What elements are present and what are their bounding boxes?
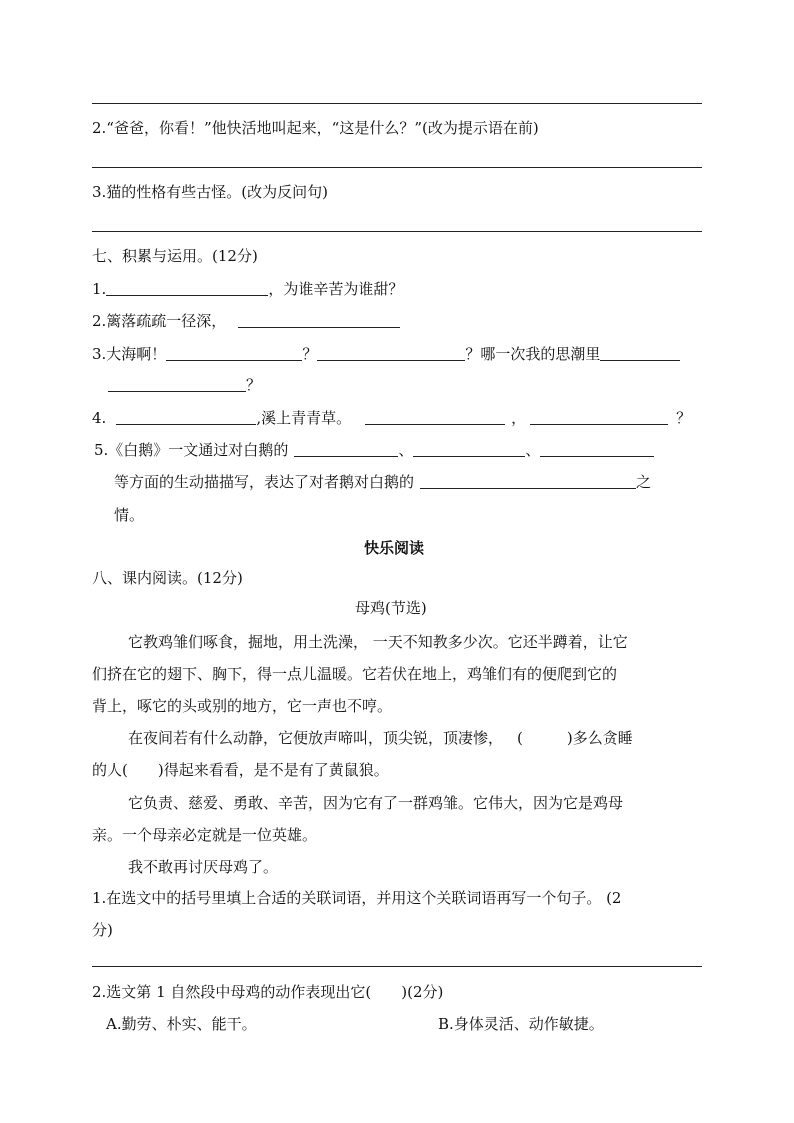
fill-blank[interactable] bbox=[365, 410, 505, 425]
q7-item1-num: 1. bbox=[92, 280, 107, 298]
q8-question2-text: 2.选文第 1 自然段中母鸡的动作表现出它 bbox=[92, 983, 366, 1001]
answer-paren[interactable]: ( ) bbox=[122, 761, 164, 779]
q7-item5-sep2: 、 bbox=[525, 441, 541, 459]
q7-item5-line1 bbox=[94, 440, 654, 460]
q7-item1 bbox=[92, 279, 403, 299]
passage-line: 它负责、慈爱、勇敢、辛苦，因为它有了一群鸡雏。它伟大，因为它是鸡母 bbox=[128, 794, 624, 812]
q7-heading: 七、积累与运用。(12分) bbox=[92, 247, 258, 265]
fill-blank[interactable] bbox=[540, 442, 654, 457]
section-title: 快乐阅读 bbox=[364, 539, 425, 557]
fill-blank[interactable] bbox=[294, 442, 398, 457]
fill-blank[interactable] bbox=[317, 346, 465, 361]
passage-line: 亲。一个母亲必定就是一位英雄。 bbox=[92, 826, 318, 844]
fill-blank[interactable] bbox=[600, 346, 680, 361]
answer-line bbox=[92, 103, 702, 104]
q7-item3-q2: ？ bbox=[246, 376, 262, 394]
q7-item5-start: 5.《白鹅》一文通过对白鹅的 bbox=[94, 441, 289, 459]
q8-heading: 八、课内阅读。(12分) bbox=[92, 569, 243, 587]
answer-line bbox=[92, 966, 702, 967]
passage-line: 我不敢再讨厌母鸡了。 bbox=[128, 858, 279, 876]
passage-line bbox=[92, 760, 389, 780]
q7-item3-mid: ？哪一次我的思潮里 bbox=[465, 345, 601, 363]
q7-item3-start: 3.大海啊！ bbox=[92, 345, 167, 363]
passage-line: 背上，啄它的头或别的地方，它一声也不哼。 bbox=[92, 697, 393, 715]
passage-text: 得起来看看，是不是有了黄鼠狼。 bbox=[163, 761, 389, 779]
q7-item5-zhi: 之 bbox=[636, 473, 652, 491]
q7-item4-q: ？ bbox=[676, 409, 692, 427]
fill-blank[interactable] bbox=[166, 346, 302, 361]
option-b[interactable]: B.身体灵活、动作敏捷。 bbox=[438, 1015, 604, 1033]
fill-blank[interactable] bbox=[420, 474, 636, 489]
passage-text: 的人 bbox=[92, 761, 123, 779]
fill-blank[interactable] bbox=[530, 410, 668, 425]
passage-text: 在夜间若有什么动静，它便放声啼叫，顶尖锐，顶凄惨， bbox=[128, 729, 504, 747]
q7-item2-text: 2.篱落疏疏一径深， bbox=[92, 312, 227, 330]
answer-paren[interactable]: ( ) bbox=[517, 729, 573, 747]
q8-question2 bbox=[92, 982, 443, 1002]
fill-blank[interactable] bbox=[413, 442, 525, 457]
fill-blank[interactable] bbox=[106, 281, 268, 296]
q7-item5-line2-text: 等方面的生动描描写，表达了对者鹅对白鹅的 bbox=[114, 473, 415, 491]
q6-item3: 3.猫的性格有些古怪。(改为反问句) bbox=[92, 183, 329, 201]
answer-line bbox=[92, 231, 702, 232]
passage-text: 多么贪睡 bbox=[572, 729, 633, 747]
passage-line bbox=[128, 728, 633, 748]
q7-item3-q1: ？ bbox=[302, 345, 318, 363]
fill-blank[interactable] bbox=[108, 377, 246, 392]
q7-item4-mid: ,溪上青青草。 bbox=[256, 409, 352, 427]
q7-item4-num: 4. bbox=[92, 409, 107, 427]
passage-line: 它教鸡雏们啄食，掘地，用土洗澡， 一天不知教多少次。它还半蹲着，让它 bbox=[128, 633, 628, 651]
q7-item5-line2 bbox=[114, 472, 651, 492]
option-a[interactable]: A.勤劳、朴实、能干。 bbox=[106, 1015, 257, 1033]
q7-item4-comma: ， bbox=[511, 409, 527, 427]
answer-line bbox=[92, 167, 702, 168]
q7-item3-line2 bbox=[108, 375, 261, 395]
answer-paren[interactable]: ( ) bbox=[365, 983, 408, 1001]
fill-blank[interactable] bbox=[116, 410, 256, 425]
q7-item5-line3: 情。 bbox=[114, 506, 145, 524]
passage-line: 们挤在它的翅下、胸下，得一点儿温暖。它若伏在地上，鸡雏们有的便爬到它的 bbox=[92, 665, 618, 683]
q6-item2: 2.“爸爸，你看！”他快活地叫起来，“这是什么？”(改为提示语在前) bbox=[92, 119, 539, 137]
q7-item2 bbox=[92, 311, 400, 331]
fill-blank[interactable] bbox=[238, 313, 400, 328]
passage-title: 母鸡(节选) bbox=[355, 599, 427, 617]
q7-item3-line1 bbox=[92, 344, 680, 364]
q8-question2-score: (2分) bbox=[407, 983, 444, 1001]
q7-item1-text: ，为谁辛苦为谁甜？ bbox=[268, 280, 404, 298]
q7-item4 bbox=[92, 408, 691, 428]
q8-question1-line1: 1.在选文中的括号里填上合适的关联词语，并用这个关联词语再写一个句子。 (2 bbox=[92, 889, 622, 907]
q7-item5-sep1: 、 bbox=[398, 441, 414, 459]
q8-question1-line2: 分) bbox=[92, 921, 113, 939]
